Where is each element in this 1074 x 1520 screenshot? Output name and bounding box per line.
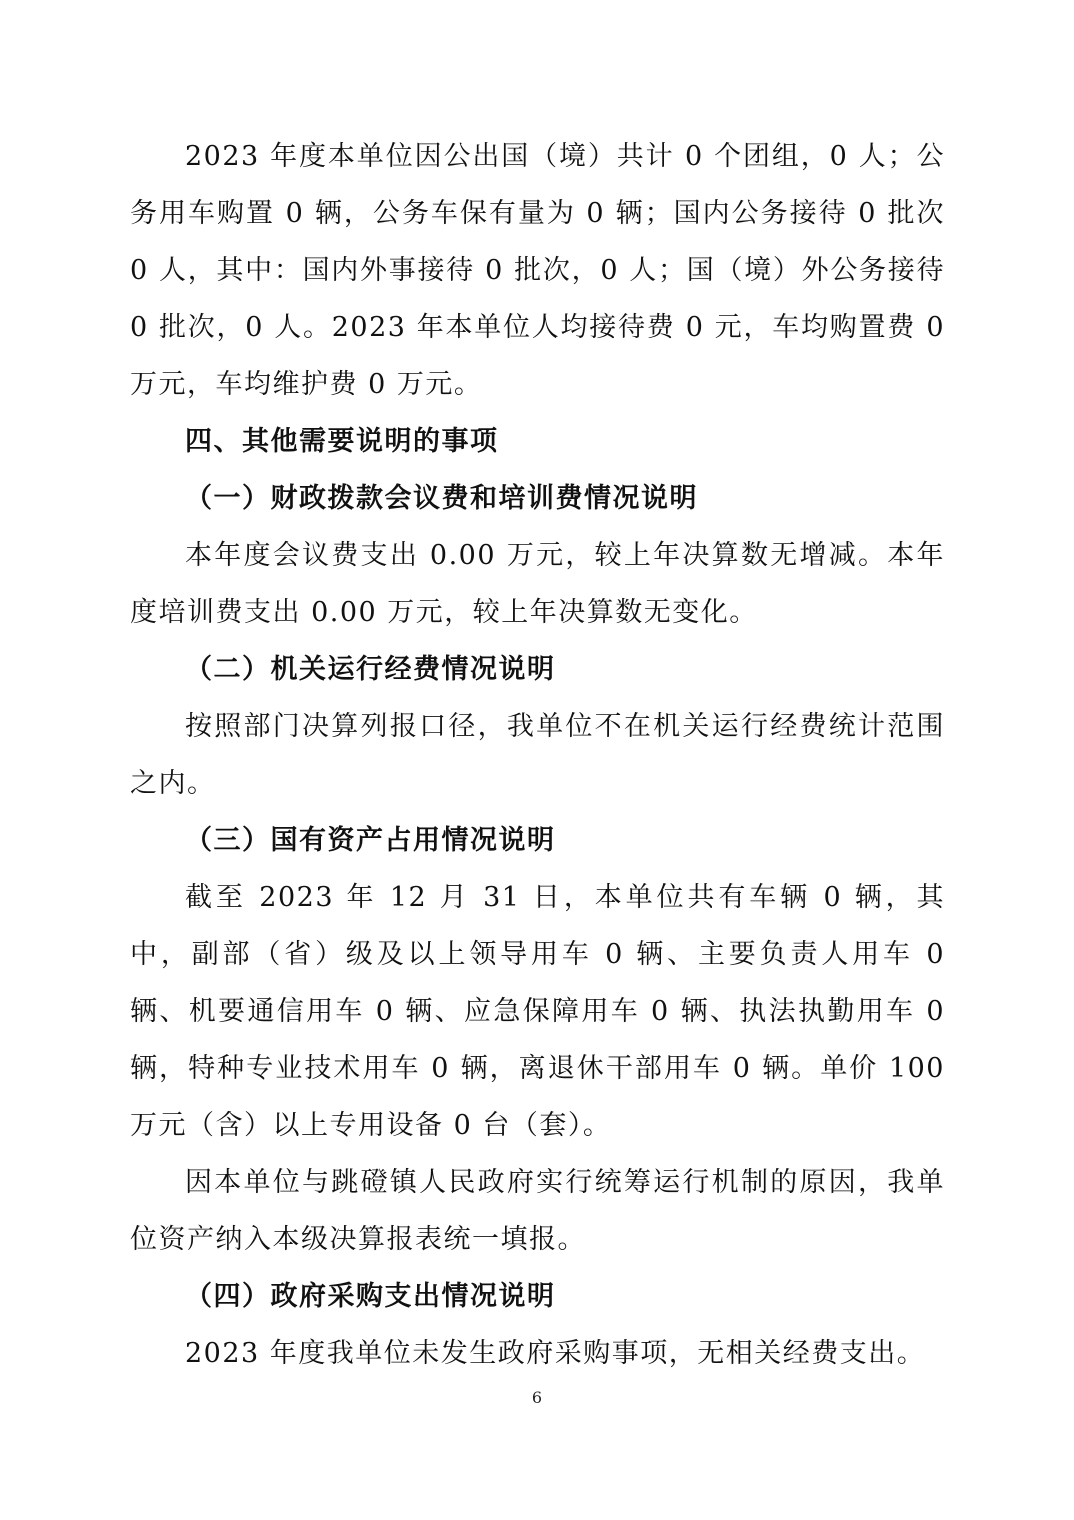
paragraph-state-assets-vehicles: 截至 2023 年 12 月 31 日，本单位共有车辆 0 辆，其中，副部（省）级及以上领导用车 0 辆、主要负责人用车 0 辆、机要通信用车 0 辆、应急保障用车 0 辆、执法执勤用车 0 辆，特种专业技术用车 0 辆，离退休干部用车 0 辆。单价 100 万元（含）以上专用设备 0 台（套）。 <box>130 882 945 1141</box>
paragraph-official-expenses: 2023 年度本单位因公出国（境）共计 0 个团组，0 人；公务用车购置 0 辆，公务车保有量为 0 辆；国内公务接待 0 批次 0 人，其中：国内外事接待 0 批次，0 人；国（境）外公务接待 0 批次，0 人。2023 年本单位人均接待费 0 元，车均购置费 0 万元，车均维护费 0 万元。 <box>130 141 945 400</box>
paragraph-government-procurement: 2023 年度我单位未发生政府采购事项，无相关经费支出。 <box>185 1338 926 1369</box>
page-number: 6 <box>531 1388 543 1407</box>
subheading-operating-funds: （二）机关运行经费情况说明 <box>185 654 556 685</box>
section-heading-other-matters: 四、其他需要说明的事项 <box>185 426 499 457</box>
paragraph-operating-funds: 按照部门决算列报口径，我单位不在机关运行经费统计范围之内。 <box>130 711 945 799</box>
subheading-state-assets: （三）国有资产占用情况说明 <box>185 825 556 856</box>
subheading-meeting-training-fees: （一）财政拨款会议费和培训费情况说明 <box>185 483 698 514</box>
page-content <box>130 128 945 1382</box>
paragraph-state-assets-reporting: 因本单位与跳磴镇人民政府实行统筹运行机制的原因，我单位资产纳入本级决算报表统一填报。 <box>130 1167 945 1255</box>
subheading-government-procurement: （四）政府采购支出情况说明 <box>185 1281 556 1312</box>
paragraph-meeting-training-fees: 本年度会议费支出 0.00 万元，较上年决算数无增减。本年度培训费支出 0.00 万元，较上年决算数无变化。 <box>130 540 945 628</box>
